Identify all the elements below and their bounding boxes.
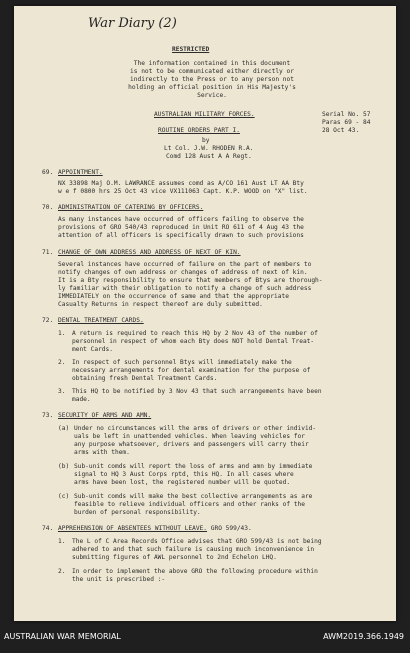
section-title: APPREHENSION OF ABSENTEES WITHOUT LEAVE.	[58, 525, 208, 532]
orders-date: 28 Oct 43.	[322, 127, 360, 134]
force-title: AUSTRALIAN MILITARY FORCES.	[154, 111, 255, 118]
section-number: 71.	[42, 249, 54, 256]
item-line: adhered to and that such failure is causing much inconvenience in	[72, 546, 315, 553]
item-line: any purpose whatsoever, drivers and passengers will carry their	[74, 441, 309, 448]
restricted-heading: RESTRICTED	[172, 46, 210, 53]
section-title: DENTAL TREATMENT CARDS.	[58, 317, 144, 324]
item-line: burden of personal responsibility.	[74, 509, 201, 516]
item-label: (a)	[58, 425, 70, 432]
section-number: 69.	[42, 169, 54, 176]
archive-reference: AWM2019.366.1949	[323, 632, 404, 641]
item-line: obtaining fresh Dental Treatment Cards.	[72, 375, 218, 382]
section-line: provisions of GRO 540/43 reproduced in Unit RO 611 of 4 Aug 43 the	[58, 224, 304, 231]
item-line: uals be left in unattended vehicles. When leaving vehicles for	[74, 433, 305, 440]
section-line: NX 33898 Maj O.M. LAWRANCE assumes comd as A/CO 161 Aust LT AA Bty	[58, 180, 304, 187]
item-label: 2.	[58, 568, 66, 575]
item-label: 2.	[58, 359, 66, 366]
section-title: CHANGE OF OWN ADDRESS AND ADDRESS OF NEXT OF KIN.	[58, 249, 241, 256]
by-line: by	[202, 137, 210, 144]
section-title-suffix: GRO 599/43.	[207, 525, 252, 532]
item-line: Under no circumstances will the arms of drivers or other individ-	[74, 425, 317, 432]
section-title: APPOINTMENT.	[58, 169, 103, 176]
item-line: signal to HQ 3 Aust Corps rptd, this HQ. In all cases where	[74, 471, 294, 478]
item-line: personnel in respect of whom each Bty does NOT hold Dental Treat-	[72, 338, 315, 345]
item-label: (c)	[58, 493, 70, 500]
notice-line: holding an official position in His Majesty's	[128, 84, 296, 91]
section-number: 74.	[42, 525, 54, 532]
item-line: the unit is prescribed :-	[72, 576, 166, 583]
item-line: arms have been lost, the registered number will be quoted.	[74, 479, 291, 486]
item-label: 3.	[58, 388, 66, 395]
handwritten-note: War Diary (2)	[88, 16, 177, 31]
notice-line: The information contained in this document	[133, 60, 291, 67]
item-line: arms with them.	[74, 449, 130, 456]
section-line: ly familiar with their obligation to notify a change of such address	[58, 285, 312, 292]
item-label: (b)	[58, 463, 70, 470]
officer-name: Lt Col. J.W. RHODEN R.A.	[164, 145, 254, 152]
section-number: 72.	[42, 317, 54, 324]
section-number: 70.	[42, 204, 54, 211]
section-line: As many instances have occurred of officers failing to observe the	[58, 216, 304, 223]
notice-line: indirectly to the Press or to any person not	[130, 76, 294, 83]
section-line: Several instances have occurred of failure on the part of members to	[58, 261, 312, 268]
item-line: feasible to relieve individual officers and other ranks of the	[74, 501, 305, 508]
item-line: submitting figures of AWL personnel to 2nd Echelon LHQ.	[72, 554, 277, 561]
item-line: In respect of such personnel Btys will immediately make the	[72, 359, 292, 366]
item-line: The L of C Area Records Office advises that GRO 599/43 is not being	[72, 538, 322, 545]
item-line: Sub-unit comds will make the best collective arrangements as are	[74, 493, 313, 500]
item-line: ment Cards.	[72, 346, 113, 353]
archive-name: AUSTRALIAN WAR MEMORIAL	[4, 632, 121, 641]
item-line: This HQ to be notified by 3 Nov 43 that such arrangements have been	[72, 388, 322, 395]
item-label: 1.	[58, 538, 66, 545]
section-line: IMMEDIATELY on the occurrence of same and that the appropriate	[58, 293, 289, 300]
item-line: Sub-unit comds will report the loss of arms and amn by immediate	[74, 463, 313, 470]
section-title: ADMINISTRATION OF CATERING BY OFFICERS.	[58, 204, 204, 211]
archive-footer	[0, 624, 410, 653]
section-number: 73.	[42, 412, 54, 419]
item-label: 1.	[58, 330, 66, 337]
section-line: It is a Bty responsibility to ensure that members of Btys are thorough-	[58, 277, 323, 284]
item-line: necessary arrangements for dental examination for the purpose of	[72, 367, 311, 374]
item-line: A return is required to reach this HQ by 2 Nov 43 of the number of	[72, 330, 318, 337]
notice-line: Service.	[197, 92, 227, 99]
notice-line: is not to be communicated either directly or	[130, 68, 294, 75]
item-line: In order to implement the above GRO the following procedure within	[72, 568, 318, 575]
section-title: SECURITY OF ARMS AND AMN.	[58, 412, 152, 419]
section-line: Casualty Returns in respect thereof are duly submitted.	[58, 301, 263, 308]
section-line: attention of all officers is specifically drawn to such provisions	[58, 232, 304, 239]
command-title: Comd 128 Aust A A Regt.	[166, 153, 252, 160]
section-line: w e f 0800 hrs 25 Oct 43 vice VX111063 Capt. K.P. WOOD on "X" list.	[58, 188, 308, 195]
orders-title: ROUTINE ORDERS PART I.	[158, 127, 240, 134]
paras-range: Paras 69 - 84	[322, 119, 371, 126]
document-page	[14, 6, 396, 621]
section-line: notify changes of own address or changes of address of next of kin.	[58, 269, 308, 276]
serial-number: Serial No. 57	[322, 111, 371, 118]
item-line: made.	[72, 396, 91, 403]
section-title-row	[58, 525, 252, 533]
